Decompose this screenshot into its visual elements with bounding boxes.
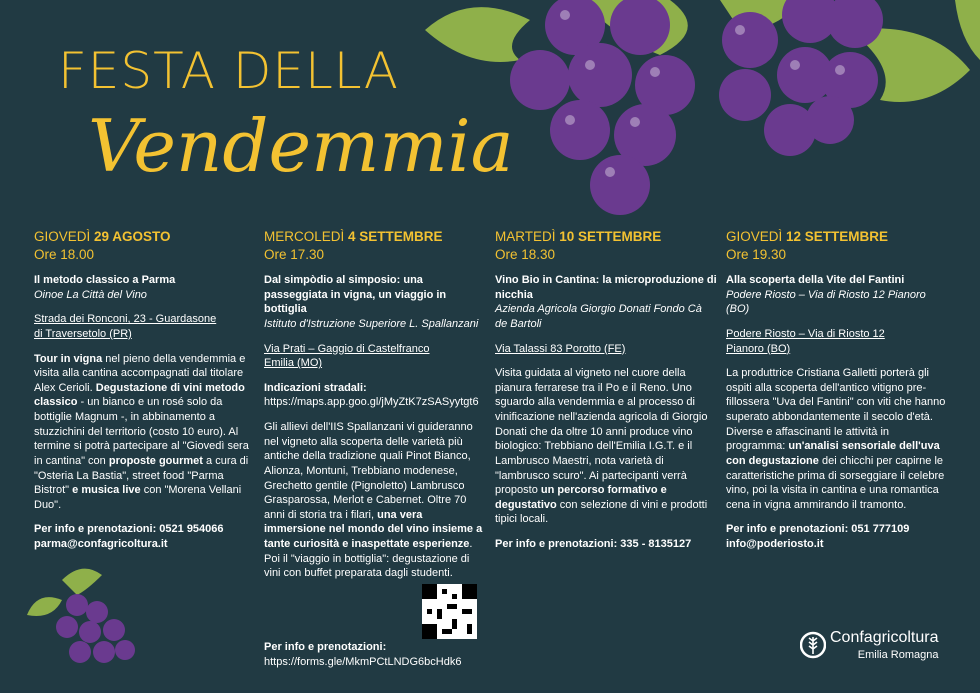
event-title: Alla scoperta della Vite del Fantini [726,274,905,287]
event-title: Il metodo classico a Parma [34,274,176,287]
directions-label: Indicazioni stradali: [264,381,367,394]
event-description [34,352,256,513]
description-segment: nel pieno della vendemmia e visita alla cantina accompagnati dal titolare Alex Cerioli. [34,352,246,394]
event-column-4 [726,228,948,552]
description-segment: Tour in vigna [34,352,103,365]
contact-label: Per info e prenotazioni: [264,641,387,653]
event-contact: Per info e prenotazioni: 051 777109 info@poderiosto.it [726,523,910,551]
event-address[interactable]: Podere Riosto – Via di Riosto 12 Pianoro (BO) [726,327,885,355]
title-vendemmia: Vendemmia [88,104,514,188]
event-subtitle: Istituto d'Istruzione Superiore L. Spallanzani [264,317,479,330]
event-subtitle: Oinoe La Città del Vino [34,288,147,301]
event-address[interactable]: Strada dei Ronconi, 23 - Guardasone di Traversetolo (PR) [34,313,217,340]
description-segment: La produttrice Cristiana Galletti porterà gli ospiti alla scoperta dell'antico vitigno pre-fillossera "Uva del Fantini" con viti che hanno superato abbondantemente il secolo d'età. Diverse e affascinanti le attività in programma: [726,367,946,453]
event-time: Ore 19.30 [726,246,787,262]
event-address[interactable]: Via Talassi 83 Porotto (FE) [495,342,626,355]
description-segment: . Poi il "viaggio in bottiglia": degustazione di vini con buffet preparata dagli studenti. [264,538,473,580]
event-description [726,366,948,512]
contact-form-link[interactable]: https://forms.gle/MkmPCtLNDG6bcHdk6 [264,655,462,668]
event-contact: Per info e prenotazioni: 335 - 8135127 [495,538,692,551]
description-segment: dei chicchi per capirne le caratteristiche prima di sorseggiare il celebre vino, poi la visita in cantina e una romantica cena in vigna ammirando il tramonto. [726,454,945,511]
description-segment: a cura di "Osteria La Bastia", street food "Parma Bistrot" [34,454,249,497]
wheat-icon [800,630,826,660]
directions-link[interactable]: https://maps.app.goo.gl/jMyZtK7zSASyytgt6 [264,396,479,409]
description-segment: un'analisi sensoriale dell'uva con degustazione [726,440,940,467]
description-segment: Visita guidata al vigneto nel cuore della pianura ferrarese tra il Po e il Reno. Uno sguardo alla vendemmia e al processo di vinificazione nell'azienda agricola di Giorgio Donati che da oltre 10 anni produce vino biologico: Trebbiano dell'Emilia I.G.T. e il Lambrusco Maestri, nota varietà di "lambrusco scuro". Ai partecipanti verrà proposto [495,367,708,497]
description-segment: con selezione di vini e prodotti tipici locali. [495,498,708,526]
event-description [495,366,717,527]
description-segment: con "Morena Vellani Duo". [34,484,242,511]
description-segment: e musica live [72,484,141,497]
event-date: MERCOLEDÌ 4 SETTEMBRE [264,229,443,244]
event-time: Ore 18.30 [495,246,556,262]
logo-name: Confagricoltura [830,629,939,646]
confagricoltura-logo [800,629,939,661]
event-date: MARTEDÌ 10 SETTEMBRE [495,229,662,244]
small-grapes-illustration [22,560,142,670]
event-date: GIOVEDÌ 12 SETTEMBRE [726,229,889,244]
event-date: GIOVEDÌ 29 AGOSTO [34,229,171,244]
description-segment: Degustazione di vini metodo classico [34,381,245,409]
event-column-3 [495,228,717,552]
event-description [264,420,486,581]
event-subtitle: Azienda Agricola Giorgio Donati Fondo Cà de Bartoli [495,303,702,330]
event-address[interactable]: Via Prati – Gaggio di Castelfranco Emilia (MO) [264,342,430,370]
description-segment: un percorso formativo e degustativo [495,484,667,511]
description-segment: Gli allievi dell'IIS Spallanzani vi guideranno nel vigneto alla scoperta delle varietà più antiche della tradizione quali Pinot Bianco, Alionza, Montuni, Trebbiano modenese, Grechetto gentile (Pignoletto) Lambrusco Grasparossa, Merlot e Cabernet. Oltre 70 anni di storia tra i filari, [264,421,473,521]
title-festa-della: FESTA DELLA [58,42,400,100]
description-segment: proposte gourmet [108,454,203,467]
description-segment: una vera immersione nel mondo del vino insieme a tante curiosità e inaspettate esperienze [264,508,483,551]
logo-region: Emilia Romagna [857,649,939,661]
event-contact: Per info e prenotazioni: 0521 954066 parma@confagricoltura.it [34,523,224,551]
event-column-2 [264,228,486,581]
event-time: Ore 18.00 [34,246,95,262]
event-subtitle: Podere Riosto – Via di Riosto 12 Pianoro (BO) [726,288,926,316]
event-contact-2 [264,640,486,669]
event-column-1 [34,228,256,552]
event-title: Vino Bio in Cantina: la microproduzione di nicchia [495,274,717,301]
event-time: Ore 17.30 [264,246,325,262]
qr-code[interactable] [422,584,477,639]
event-title: Dal simpòdio al simposio: una passeggiata in vigna, un viaggio in bottiglia [264,274,447,316]
description-segment: - un bianco e un rosé solo da bottiglie Magnum -, in abbinamento a stuzzichini del territorio (costo 10 euro). Al termine si potrà partecipare al "Giovedì sera in cantina" con [34,396,249,467]
